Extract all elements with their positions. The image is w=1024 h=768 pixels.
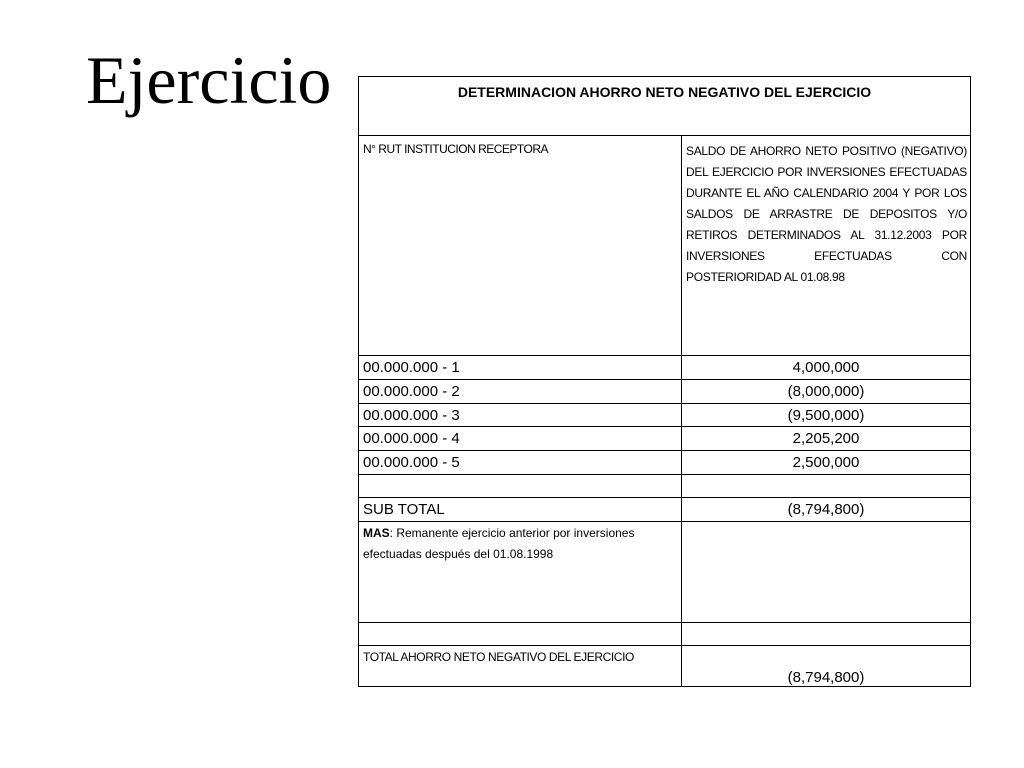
subtotal-label: SUB TOTAL [359,498,682,521]
total-row [359,646,970,687]
rut-column-header: N° RUT INSTITUCION RECEPTORA [359,136,682,355]
table-row [359,380,970,403]
table-row [359,451,970,474]
saldo-cell: 2,205,200 [792,430,860,447]
mas-value-cell [682,522,970,622]
saldo-cell: 2,500,000 [792,454,860,471]
total-label: TOTAL AHORRO NETO NEGATIVO DEL EJERCICIO [359,646,682,687]
empty-cell [682,623,970,645]
slide-title: Ejercicio [86,42,332,118]
rut-cell: 00.000.000 - 2 [359,380,682,403]
subtotal-row [359,498,970,521]
empty-cell [359,623,682,645]
ahorro-neto-table [358,76,971,687]
empty-row [359,623,970,645]
table-row [359,427,970,450]
total-value: (8,794,800) [787,669,865,686]
empty-row [359,475,970,497]
saldo-cell: 4,000,000 [792,359,860,376]
rut-cell: 00.000.000 - 4 [359,427,682,450]
mas-remanente-text [359,522,682,622]
table-row [359,404,970,426]
saldo-cell: (9,500,000) [787,407,865,424]
rut-cell: 00.000.000 - 3 [359,404,682,426]
subtotal-value: (8,794,800) [787,501,865,518]
rut-cell: 00.000.000 - 5 [359,451,682,474]
empty-cell [359,475,682,497]
column-header-row [359,136,970,355]
saldo-cell: (8,000,000) [787,383,865,400]
table-row [359,356,970,379]
rut-cell: 00.000.000 - 1 [359,356,682,379]
mas-description: : Remanente ejercicio anterior por inversiones efectuadas después del 01.08.1998 [363,526,635,561]
mas-row [359,522,970,622]
saldo-column-header: SALDO DE AHORRO NETO POSITIVO (NEGATIVO) DEL EJERCICIO POR INVERSIONES EFECTUADAS DURANTE EL AÑO CALENDARIO 2004 Y POR LOS SALDOS DE ARRASTRE DE DEPOSITOS Y/O RETIROS DETERMINADOS AL 31.12.2003 POR INVERSIONES EFECTUADAS CON POSTERIORIDAD AL 01.08.98 [686,144,967,284]
empty-cell [682,475,970,497]
table-title: DETERMINACION AHORRO NETO NEGATIVO DEL EJERCICIO [457,84,872,100]
mas-prefix: MAS [363,526,390,540]
